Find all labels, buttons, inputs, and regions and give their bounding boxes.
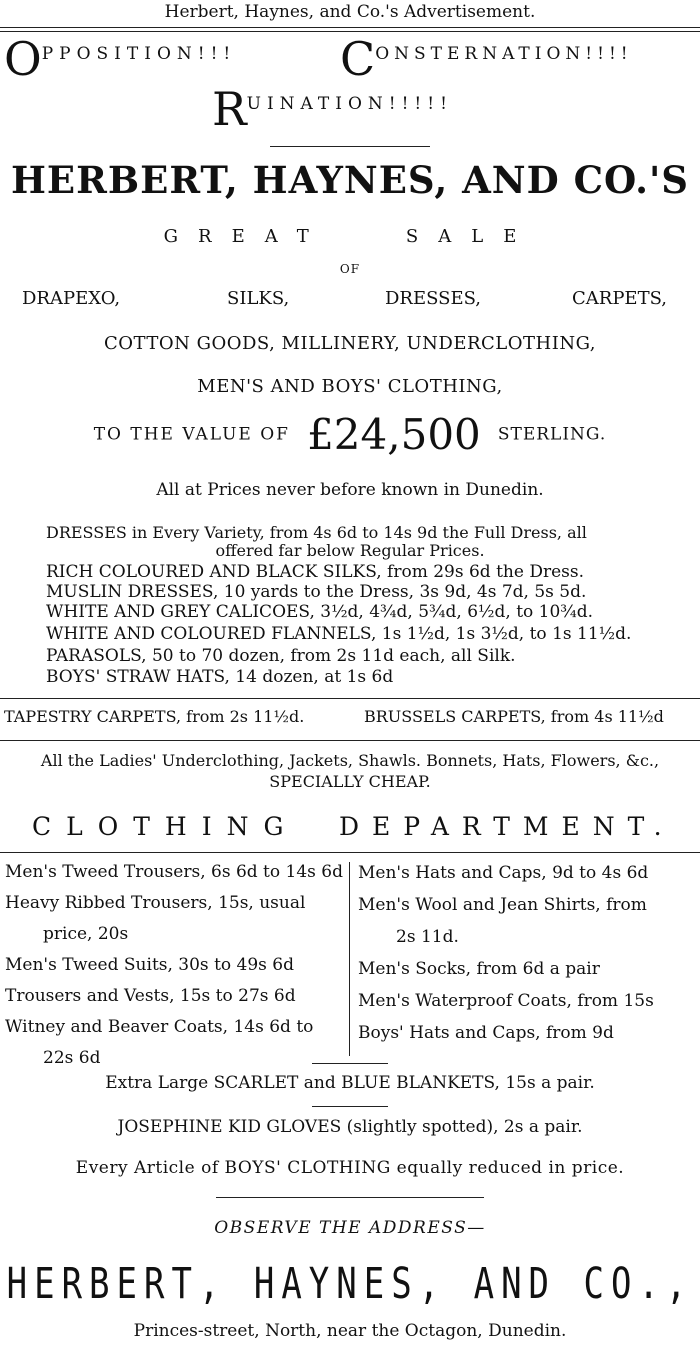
headline-opposition: [4, 32, 237, 86]
headline-ruination: [212, 82, 453, 136]
goods-dresses: DRESSES,: [385, 288, 482, 309]
value-post: STERLING.: [497, 424, 607, 445]
goods-line-3: MEN'S AND BOYS' CLOTHING,: [197, 376, 503, 397]
clothing-heading-right: DEPARTMENT.: [339, 812, 675, 841]
clothing-left-item: 22s 6d: [43, 1048, 101, 1068]
running-head: Herbert, Haynes, and Co.'s Advertisement.: [164, 2, 536, 22]
goods-line-2: COTTON GOODS, MILLINERY, UNDERCLOTHING,: [103, 333, 597, 354]
clothing-heading-left: CLOTHING: [32, 812, 299, 841]
clothing-left-item: Heavy Ribbed Trousers, 15s, usual: [5, 893, 306, 913]
clothing-left-item: Men's Tweed Trousers, 6s 6d to 14s 6d: [5, 862, 343, 882]
observe-line: OBSERVE THE ADDRESS—: [214, 1218, 486, 1238]
goods-drapery: DRAPEXO,: [22, 288, 121, 309]
gloves-line: JOSEPHINE KID GLOVES (slightly spotted), 2s a pair.: [117, 1117, 583, 1137]
rule-after-clothing-heading: [0, 852, 700, 853]
boys-clothing-line: Every Article of BOYS' CLOTHING equally reduced in price.: [75, 1158, 625, 1178]
ladies-line-1: All the Ladies' Underclothing, Jackets, Shawls. Bonnets, Hats, Flowers, &c.,: [40, 751, 660, 770]
goods-silks: SILKS,: [227, 288, 290, 309]
goods-carpets: CARPETS,: [572, 288, 667, 309]
clothing-right-item: Men's Socks, from 6d a pair: [358, 959, 600, 979]
clothing-left-item: Trousers and Vests, 15s to 27s 6d: [5, 986, 296, 1006]
clothing-left-item: price, 20s: [43, 924, 129, 944]
clothing-right-item: Men's Waterproof Coats, from 15s: [358, 991, 654, 1011]
ruination-text: UINATION!!!!!: [246, 94, 453, 114]
item-muslin: MUSLIN DRESSES, 10 yards to the Dress, 3s 9d, 4s 7d, 5s 5d.: [46, 582, 587, 602]
prices-line: All at Prices never before known in Dunedin.: [156, 480, 544, 500]
blankets-line: Extra Large SCARLET and BLUE BLANKETS, 15s a pair.: [105, 1073, 595, 1093]
rule-after-clothing: [312, 1063, 388, 1064]
clothing-right-column: [358, 857, 654, 1049]
item-parasols: PARASOLS, 50 to 70 dozen, from 2s 11d each, all Silk.: [46, 646, 516, 666]
drop-initial-r: R: [212, 82, 247, 136]
clothing-left-item: Men's Tweed Suits, 30s to 49s 6d: [5, 955, 294, 975]
item-silks: RICH COLOURED AND BLACK SILKS, from 29s 6d the Dress.: [46, 562, 584, 582]
head-rule-1: [0, 27, 700, 28]
item-dresses-cont: offered far below Regular Prices.: [215, 541, 485, 560]
consternation-text: ONSTERNATION!!!!: [375, 44, 633, 64]
rule-after-blankets: [312, 1106, 388, 1107]
clothing-left-column: [5, 857, 343, 1074]
item-straw-hats: BOYS' STRAW HATS, 14 dozen, at 1s 6d: [46, 667, 394, 687]
headline-consternation: [340, 32, 633, 86]
item-calicoes: WHITE AND GREY CALICOES, 3½d, 4¾d, 5¾d, 6½d, to 10¾d.: [46, 602, 594, 622]
rule-before-carpets: [0, 698, 700, 699]
rule-after-headline: [270, 146, 430, 147]
drop-initial-o: O: [4, 32, 42, 86]
value-amount: £24,500: [307, 410, 481, 459]
ladies-line-2: SPECIALLY CHEAP.: [269, 772, 431, 791]
clothing-left-item: Witney and Beaver Coats, 14s 6d to: [5, 1017, 314, 1037]
clothing-right-item: Boys' Hats and Caps, from 9d: [358, 1023, 614, 1043]
footer-firm-name: HERBERT, HAYNES, AND CO.,: [6, 1259, 694, 1309]
item-flannels: WHITE AND COLOURED FLANNELS, 1s 1½d, 1s 3½d, to 1s 11½d.: [46, 624, 632, 644]
rule-after-carpets: [0, 740, 700, 741]
great-sale: GREAT SALE: [163, 226, 537, 247]
clothing-right-item: Men's Hats and Caps, 9d to 4s 6d: [358, 863, 649, 883]
clothing-right-item: Men's Wool and Jean Shirts, from: [358, 895, 647, 915]
clothing-right-item: 2s 11d.: [396, 927, 459, 947]
opposition-text: PPOSITION!!!: [41, 44, 237, 64]
address-line: Princes-street, North, near the Octagon, Dunedin.: [133, 1321, 567, 1341]
column-divider: [349, 862, 350, 1056]
item-dresses: DRESSES in Every Variety, from 4s 6d to 14s 9d the Full Dress, all: [46, 523, 587, 542]
value-pre: TO THE VALUE OF: [93, 424, 290, 445]
of-label: OF: [339, 262, 361, 276]
tapestry-carpets: TAPESTRY CARPETS, from 2s 11½d.: [4, 707, 305, 726]
rule-before-address: [216, 1197, 484, 1198]
value-line: [0, 410, 700, 459]
firm-title: HERBERT, HAYNES, AND CO.'S: [10, 158, 690, 202]
drop-initial-c: C: [340, 32, 376, 86]
brussels-carpets: BRUSSELS CARPETS, from 4s 11½d: [364, 707, 664, 726]
